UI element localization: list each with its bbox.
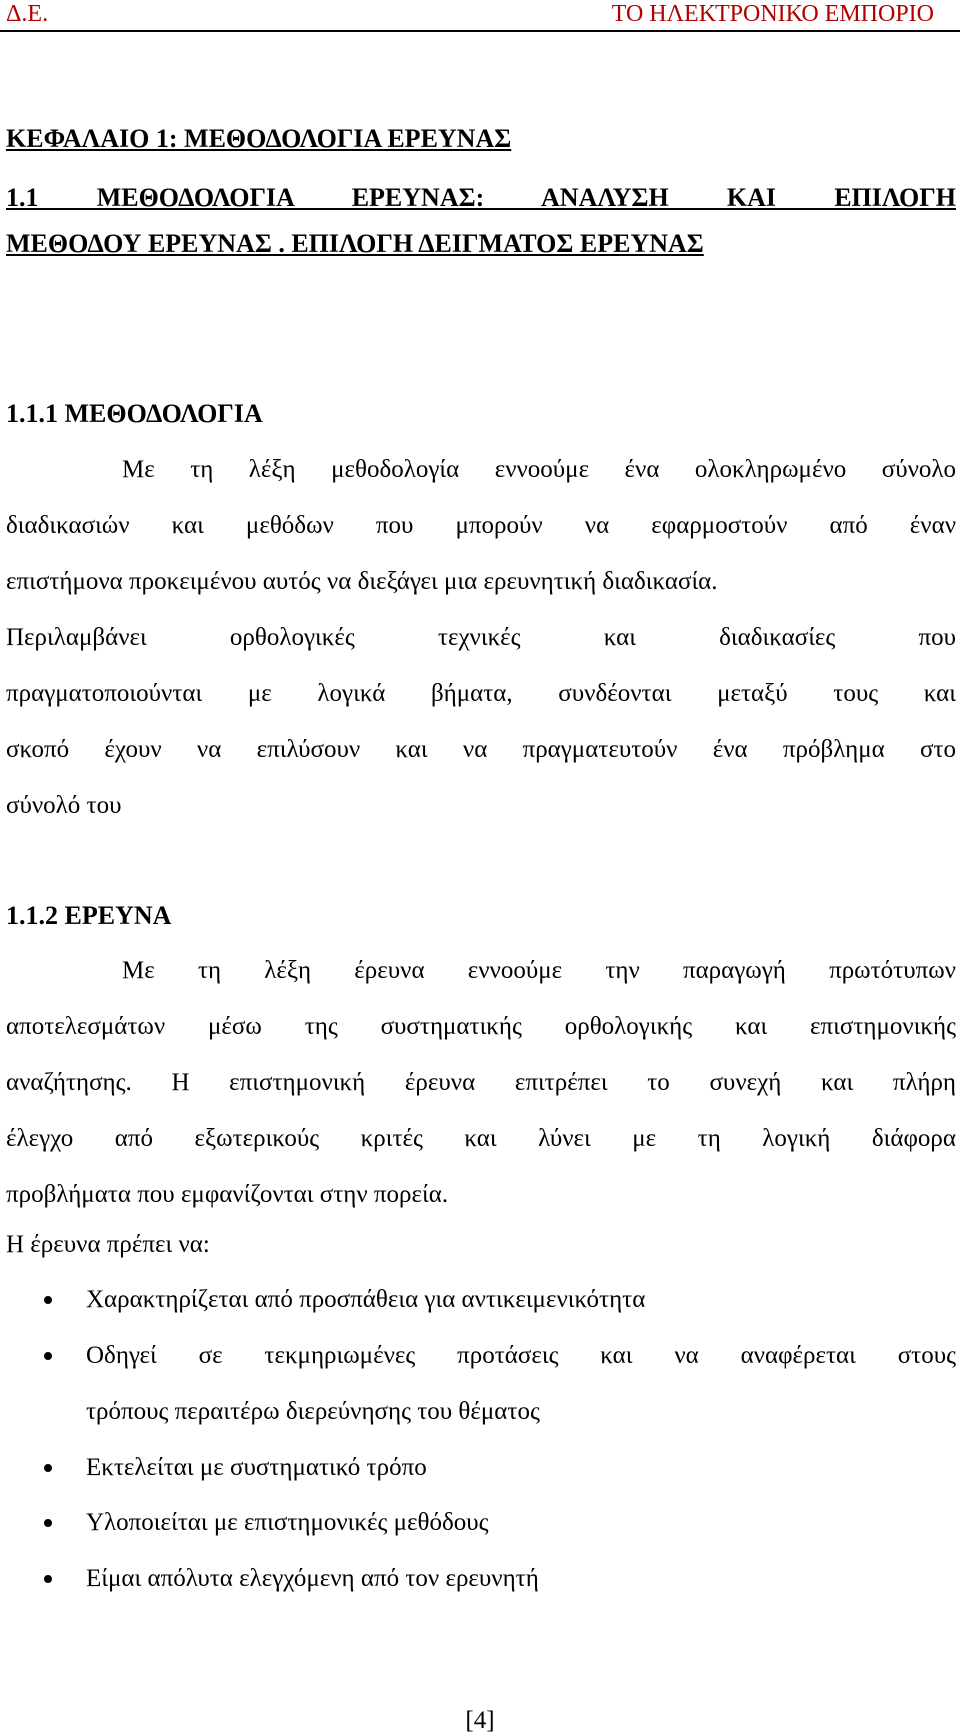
paragraph-line: πραγματοποιούνται με λογικά βήματα, συνδέονται μεταξύ τους και [6,680,956,707]
chapter-title: ΚΕΦΑΛΑΙΟ 1: ΜΕΘΟΔΟΛΟΓΙΑ ΕΡΕΥΝΑΣ [6,124,512,153]
list-item: Είμαι απόλυτα ελεγχόμενη από τον ερευνητή [86,1565,539,1592]
paragraph-line: αναζήτησης. Η επιστημονική έρευνα επιτρέπει το συνεχή και πλήρη [6,1069,956,1096]
bullet-icon [44,1352,52,1360]
subsection-title-research: 1.1.2 ΕΡΕΥΝΑ [6,901,172,930]
subsection-title-methodology: 1.1.1 ΜΕΘΟΔΟΛΟΓΙΑ [6,399,263,428]
bullet-icon [44,1464,52,1472]
header-title: ΤΟ ΗΛΕΚΤΡΟΝΙΚΟ ΕΜΠΟΡΙΟ [611,1,934,27]
list-intro: Η έρευνα πρέπει να: [6,1231,210,1258]
list-item: Εκτελείται με συστηματικό τρόπο [86,1454,427,1481]
paragraph-line: προβλήματα που εμφανίζονται στην πορεία. [6,1181,449,1208]
paragraph-line: σύνολό του [6,792,122,819]
bullet-icon [44,1575,52,1583]
section-title-line-2: ΜΕΘΟΔΟΥ ΕΡΕΥΝΑΣ . ΕΠΙΛΟΓΗ ΔΕΙΓΜΑΤΟΣ ΕΡΕΥΝΑΣ [6,229,704,258]
section-title-line-1: 1.1 ΜΕΘΟΔΟΛΟΓΙΑ ΕΡΕΥΝΑΣ: ΑΝΑΛΥΣΗ ΚΑΙ ΕΠΙΛΟΓΗ [6,183,956,212]
paragraph-line: έλεγχο από εξωτερικούς κριτές και λύνει με τη λογική διάφορα [6,1125,956,1152]
page-number: [4] [465,1707,495,1734]
page-header [0,0,960,32]
paragraph-line: Με τη λέξη έρευνα εννοούμε την παραγωγή πρωτότυπων [122,957,956,984]
bullet-icon [44,1519,52,1527]
paragraph-line: επιστήμονα προκειμένου αυτός να διεξάγει μια ερευνητική διαδικασία. [6,568,718,595]
list-item-continuation: τρόπους περαιτέρω διερεύνησης του θέματος [86,1398,540,1425]
list-item: Υλοποιείται με επιστημονικές μεθόδους [86,1509,489,1536]
bullet-icon [44,1296,52,1304]
paragraph-line: Με τη λέξη μεθοδολογία εννοούμε ένα ολοκληρωμένο σύνολο [122,456,956,483]
list-item: Οδηγεί σε τεκμηριωμένες προτάσεις και να αναφέρεται στους [86,1342,956,1369]
paragraph-line: Περιλαμβάνει ορθολογικές τεχνικές και διαδικασίες που [6,624,956,651]
header-author: Δ.Ε. [6,1,49,27]
paragraph-line: αποτελεσμάτων μέσω της συστηματικής ορθολογικής και επιστημονικής [6,1013,956,1040]
list-item: Χαρακτηρίζεται από προσπάθεια για αντικειμενικότητα [86,1286,646,1313]
paragraph-line: σκοπό έχουν να επιλύσουν και να πραγματευτούν ένα πρόβλημα στο [6,736,956,763]
paragraph-line: διαδικασιών και μεθόδων που μπορούν να εφαρμοστούν από έναν [6,512,956,539]
